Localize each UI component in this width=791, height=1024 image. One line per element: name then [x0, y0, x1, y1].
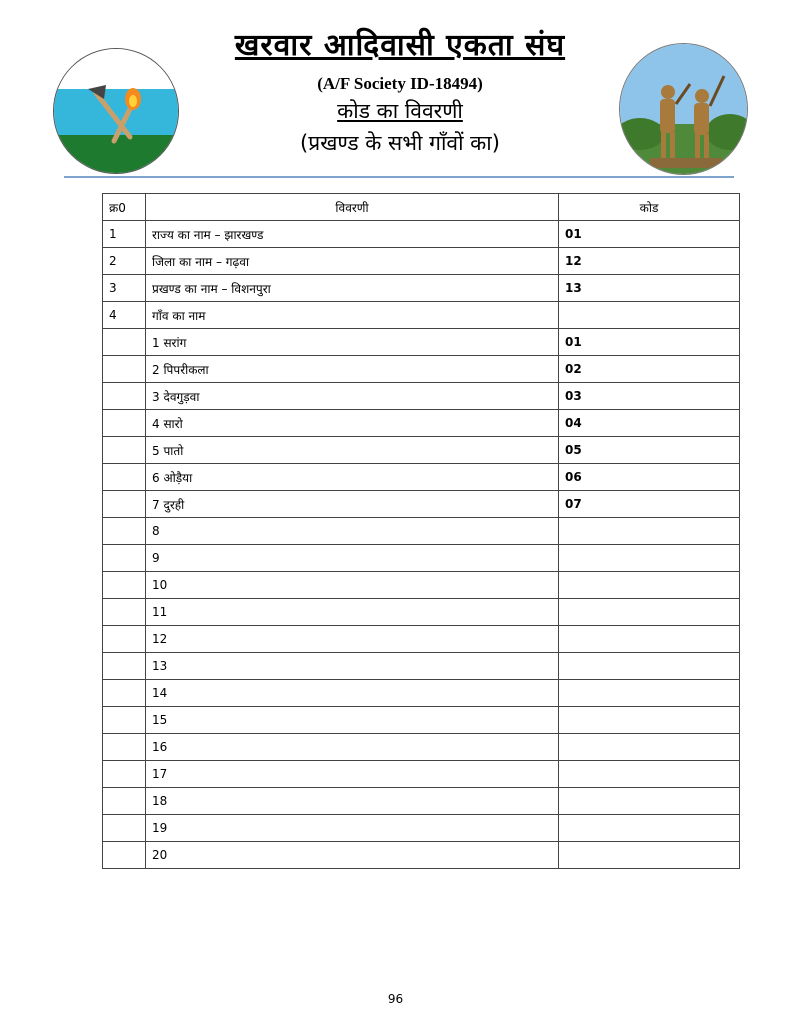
cell-serial	[103, 383, 146, 410]
table-row	[103, 626, 740, 653]
cell-description: राज्य का नाम – झारखण्ड	[146, 221, 559, 248]
cell-code: 02	[559, 356, 740, 383]
cell-description: 6 ओड़ैया	[146, 464, 559, 491]
table-row	[103, 680, 740, 707]
table-row	[103, 599, 740, 626]
organization-title: खरवार आदिवासी एकता संघ	[234, 28, 566, 63]
cell-code: 07	[559, 491, 740, 518]
cell-serial	[103, 626, 146, 653]
table-row	[103, 356, 740, 383]
table-row	[103, 464, 740, 491]
table-row	[103, 275, 740, 302]
table-row	[103, 410, 740, 437]
table-row	[103, 437, 740, 464]
cell-description: 2 पिपरीकला	[146, 356, 559, 383]
cell-code	[559, 599, 740, 626]
cell-description: जिला का नाम – गढ़वा	[146, 248, 559, 275]
cell-serial	[103, 518, 146, 545]
page-number: 96	[387, 992, 404, 1006]
table-row	[103, 734, 740, 761]
table-row	[103, 302, 740, 329]
cell-serial	[103, 707, 146, 734]
cell-description: 5 पातो	[146, 437, 559, 464]
cell-description: 12	[146, 626, 559, 653]
cell-serial	[103, 356, 146, 383]
axe-and-torch-flag-emblem-icon	[53, 48, 179, 174]
cell-serial	[103, 815, 146, 842]
cell-code	[559, 653, 740, 680]
cell-description: 3 देवगुड़वा	[146, 383, 559, 410]
table-row	[103, 788, 740, 815]
cell-code: 01	[559, 221, 740, 248]
table-row	[103, 491, 740, 518]
cell-serial: 3	[103, 275, 146, 302]
cell-serial	[103, 734, 146, 761]
cell-code	[559, 842, 740, 869]
cell-description: 9	[146, 545, 559, 572]
cell-code	[559, 707, 740, 734]
cell-code	[559, 788, 740, 815]
cell-code	[559, 626, 740, 653]
cell-description: गाँव का नाम	[146, 302, 559, 329]
cell-description: 13	[146, 653, 559, 680]
document-subtitle-scope: (प्रखण्ड के सभी गाँवों का)	[300, 131, 500, 155]
cell-description: 8	[146, 518, 559, 545]
cell-serial	[103, 329, 146, 356]
cell-description: 10	[146, 572, 559, 599]
cell-description: 1 सरांग	[146, 329, 559, 356]
cell-code: 04	[559, 410, 740, 437]
cell-serial	[103, 788, 146, 815]
society-id: (A/F Society ID-18494)	[317, 74, 483, 93]
document-subtitle: कोड का विवरणी	[337, 99, 463, 123]
cell-serial	[103, 761, 146, 788]
cell-code: 03	[559, 383, 740, 410]
cell-description: 4 सारो	[146, 410, 559, 437]
cell-description: 11	[146, 599, 559, 626]
table-row	[103, 653, 740, 680]
table-row	[103, 761, 740, 788]
cell-serial	[103, 491, 146, 518]
cell-code	[559, 734, 740, 761]
cell-serial	[103, 437, 146, 464]
cell-description: 16	[146, 734, 559, 761]
table-row	[103, 518, 740, 545]
cell-code: 06	[559, 464, 740, 491]
cell-serial	[103, 545, 146, 572]
table-row	[103, 248, 740, 275]
cell-description: 18	[146, 788, 559, 815]
cell-serial	[103, 653, 146, 680]
cell-serial	[103, 572, 146, 599]
cell-code	[559, 545, 740, 572]
table-row	[103, 707, 740, 734]
table-header-row	[103, 194, 740, 221]
table-row	[103, 383, 740, 410]
cell-serial: 1	[103, 221, 146, 248]
cell-code: 05	[559, 437, 740, 464]
table-row	[103, 572, 740, 599]
cell-serial: 4	[103, 302, 146, 329]
cell-code	[559, 815, 740, 842]
cell-serial: 2	[103, 248, 146, 275]
cell-description: 14	[146, 680, 559, 707]
cell-code	[559, 302, 740, 329]
table-row	[103, 545, 740, 572]
cell-serial	[103, 410, 146, 437]
cell-code	[559, 680, 740, 707]
table-body	[103, 221, 740, 869]
table-row	[103, 221, 740, 248]
code-table	[102, 193, 740, 869]
column-header-serial: क्र0	[103, 194, 146, 221]
header-divider	[64, 176, 734, 178]
column-header-code: कोड	[559, 194, 740, 221]
cell-serial	[103, 842, 146, 869]
cell-description: 17	[146, 761, 559, 788]
cell-code	[559, 572, 740, 599]
cell-code: 12	[559, 248, 740, 275]
cell-code: 01	[559, 329, 740, 356]
cell-code	[559, 518, 740, 545]
cell-code	[559, 761, 740, 788]
cell-serial	[103, 599, 146, 626]
cell-description: 15	[146, 707, 559, 734]
cell-description: 7 दुरही	[146, 491, 559, 518]
table-row	[103, 329, 740, 356]
table-row	[103, 815, 740, 842]
tribal-warrior-statues-photo-icon	[619, 43, 748, 175]
column-header-description: विवरणी	[146, 194, 559, 221]
cell-serial	[103, 680, 146, 707]
cell-description: 20	[146, 842, 559, 869]
cell-description: 19	[146, 815, 559, 842]
cell-serial	[103, 464, 146, 491]
cell-description: प्रखण्ड का नाम – विशनपुरा	[146, 275, 559, 302]
table-row	[103, 842, 740, 869]
cell-code: 13	[559, 275, 740, 302]
